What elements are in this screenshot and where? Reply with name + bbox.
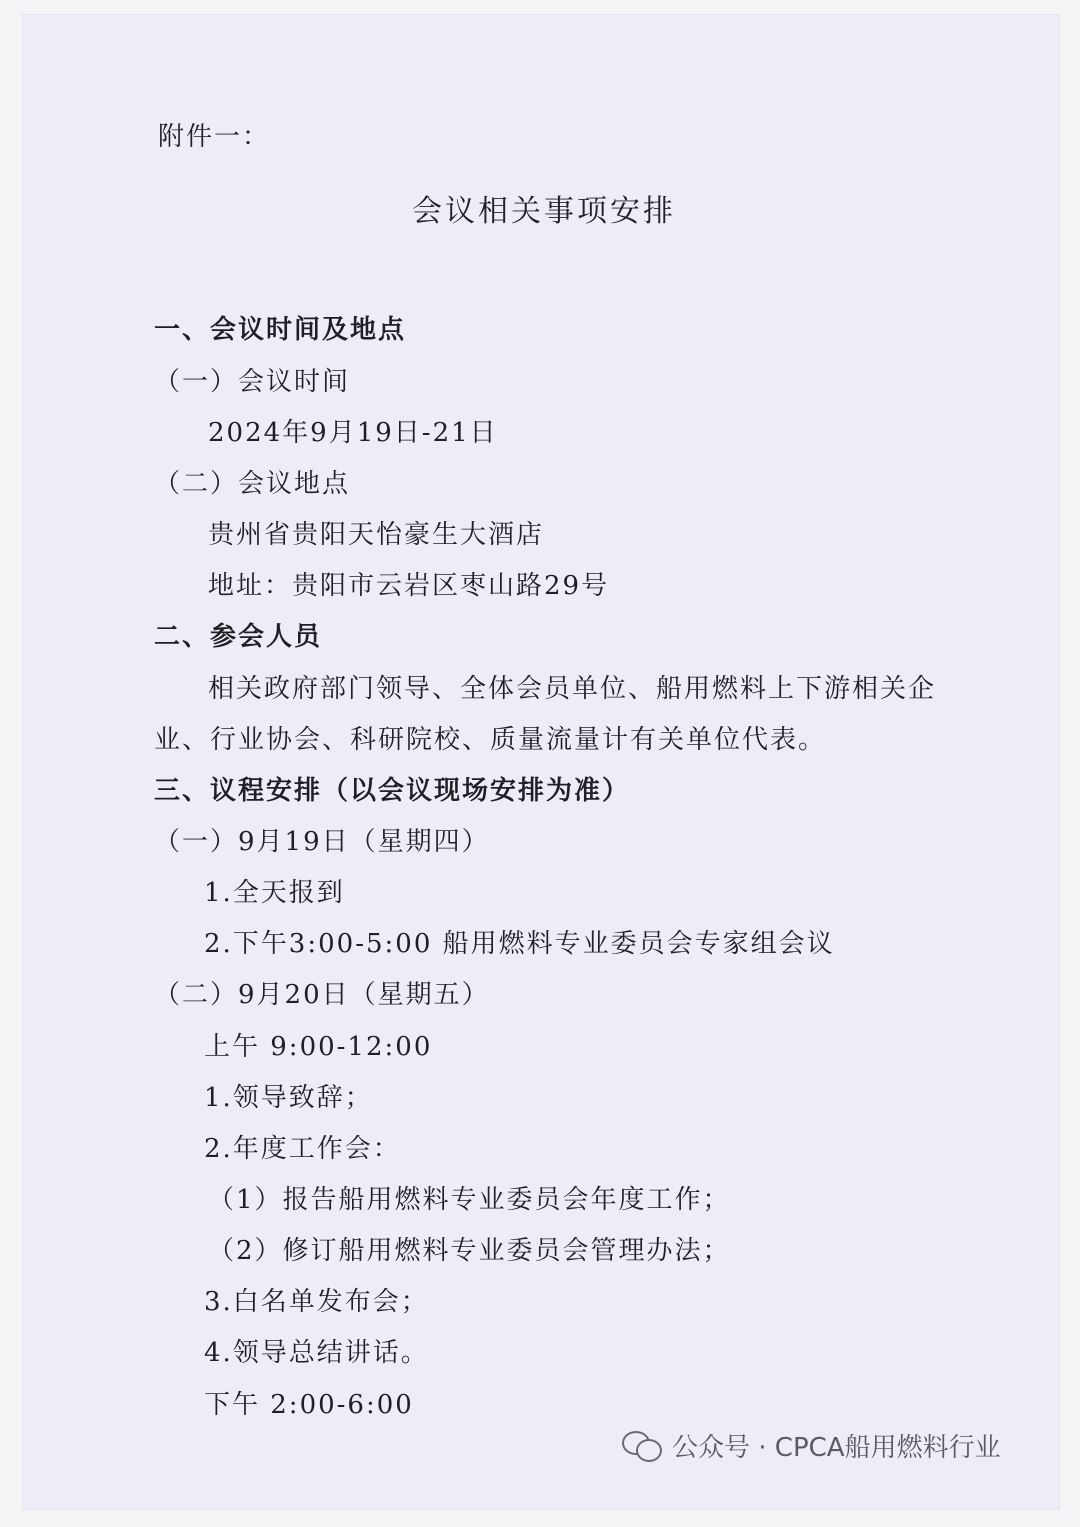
- meeting-venue: 贵州省贵阳天怡豪生大酒店: [208, 520, 545, 550]
- section-1-heading: 一、会议时间及地点: [154, 315, 407, 345]
- day-1-item-2: 2.下午3:00-5:00 船用燃料专业委员会专家组会议: [204, 929, 835, 959]
- day-2-item-2b: （2）修订船用燃料专业委员会管理办法；: [208, 1236, 731, 1266]
- day-2-item-2: 2.年度工作会：: [204, 1134, 401, 1164]
- day-2-item-4: 4.领导总结讲话。: [204, 1338, 429, 1368]
- watermark: [622, 1427, 1001, 1464]
- document-page: [22, 14, 1060, 1510]
- section-3-heading: 三、议程安排（以会议现场安排为准）: [154, 776, 631, 806]
- subsection-meeting-time: （一）会议时间: [154, 367, 351, 397]
- meeting-address: 地址：贵阳市云岩区枣山路29号: [208, 571, 610, 601]
- day-2-item-3: 3.白名单发布会；: [204, 1287, 429, 1317]
- participants-line-2: 业、行业协会、科研院校、质量流量计有关单位代表。: [154, 725, 827, 755]
- day-1-item-1: 1.全天报到: [204, 878, 345, 908]
- document-title: 会议相关事项安排: [412, 194, 676, 229]
- subsection-meeting-venue: （二）会议地点: [154, 469, 351, 499]
- wechat-icon: [622, 1429, 662, 1463]
- meeting-date: 2024年9月19日-21日: [208, 418, 498, 448]
- participants-line-1: 相关政府部门领导、全体会员单位、船用燃料上下游相关企: [208, 674, 937, 704]
- day-1-heading: （一）9月19日（星期四）: [154, 827, 490, 857]
- attachment-label: 附件一：: [158, 122, 271, 152]
- day-2-morning: 上午 9:00-12:00: [204, 1032, 433, 1062]
- section-2-heading: 二、参会人员: [154, 622, 323, 652]
- day-2-item-2a: （1）报告船用燃料专业委员会年度工作；: [208, 1185, 731, 1215]
- day-2-heading: （二）9月20日（星期五）: [154, 980, 490, 1010]
- day-2-item-1: 1.领导致辞；: [204, 1083, 373, 1113]
- day-2-afternoon: 下午 2:00-6:00: [204, 1390, 414, 1420]
- watermark-text: 公众号 · CPCA船用燃料行业: [672, 1433, 1001, 1463]
